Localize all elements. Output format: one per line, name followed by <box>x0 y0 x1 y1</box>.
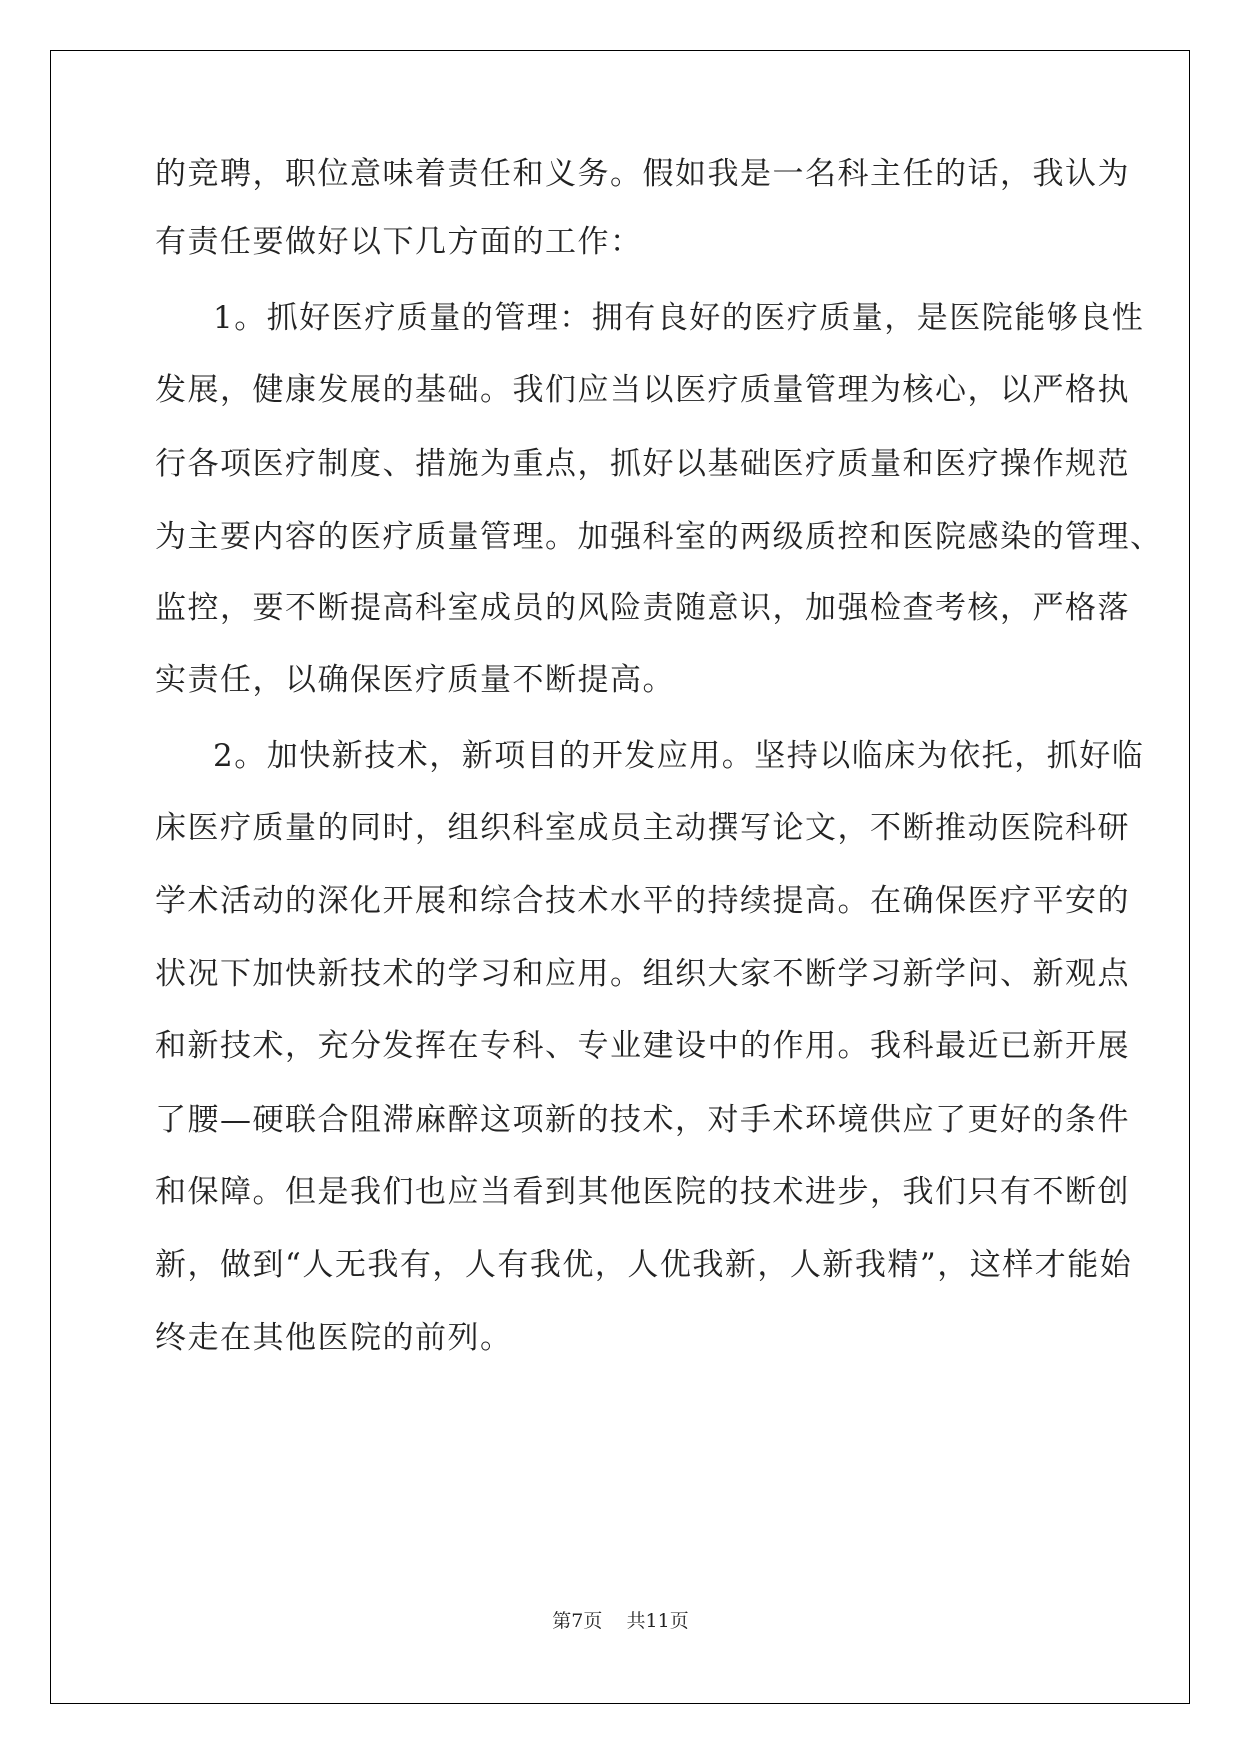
text-line-5: 行各项医疗制度、措施为重点，抓好以基础医疗质量和医疗操作规范 <box>155 446 1130 482</box>
text-line-7: 监控，要不断提高科室成员的风险责随意识，加强检查考核，严格落 <box>155 590 1130 626</box>
text-line-16: 新，做到“人无我有，人有我优，人优我新，人新我精”，这样才能始 <box>155 1247 1133 1283</box>
text-line-10: 床医疗质量的同时，组织科室成员主动撰写论文，不断推动医院科研 <box>155 810 1130 846</box>
text-line-12: 状况下加快新技术的学习和应用。组织大家不断学习新学问、新观点 <box>155 956 1130 992</box>
text-line-11: 学术活动的深化开展和综合技术水平的持续提高。在确保医疗平安的 <box>155 883 1130 919</box>
text-line-14: 了腰—硬联合阻滞麻醉这项新的技术，对手术环境供应了更好的条件 <box>155 1102 1130 1138</box>
text-line-6: 为主要内容的医疗质量管理。加强科室的两级质控和医院感染的管理、 <box>155 519 1163 555</box>
page-number-footer: 第7页 共11页 <box>552 1610 689 1632</box>
text-line-2: 有责任要做好以下几方面的工作： <box>155 224 643 260</box>
text-line-13: 和新技术，充分发挥在专科、专业建设中的作用。我科最近已新开展 <box>155 1028 1130 1064</box>
text-line-8: 实责任，以确保医疗质量不断提高。 <box>155 662 675 698</box>
text-line-9: 2。加快新技术，新项目的开发应用。坚持以临床为依托，抓好临 <box>213 738 1145 774</box>
text-line-15: 和保障。但是我们也应当看到其他医院的技术进步，我们只有不断创 <box>155 1174 1130 1210</box>
text-line-1: 的竞聘，职位意味着责任和义务。假如我是一名科主任的话，我认为 <box>155 156 1130 192</box>
text-line-3: 1。抓好医疗质量的管理：拥有良好的医疗质量，是医院能够良性 <box>213 300 1145 336</box>
text-line-17: 终走在其他医院的前列。 <box>155 1320 513 1356</box>
text-line-4: 发展，健康发展的基础。我们应当以医疗质量管理为核心，以严格执 <box>155 372 1130 408</box>
